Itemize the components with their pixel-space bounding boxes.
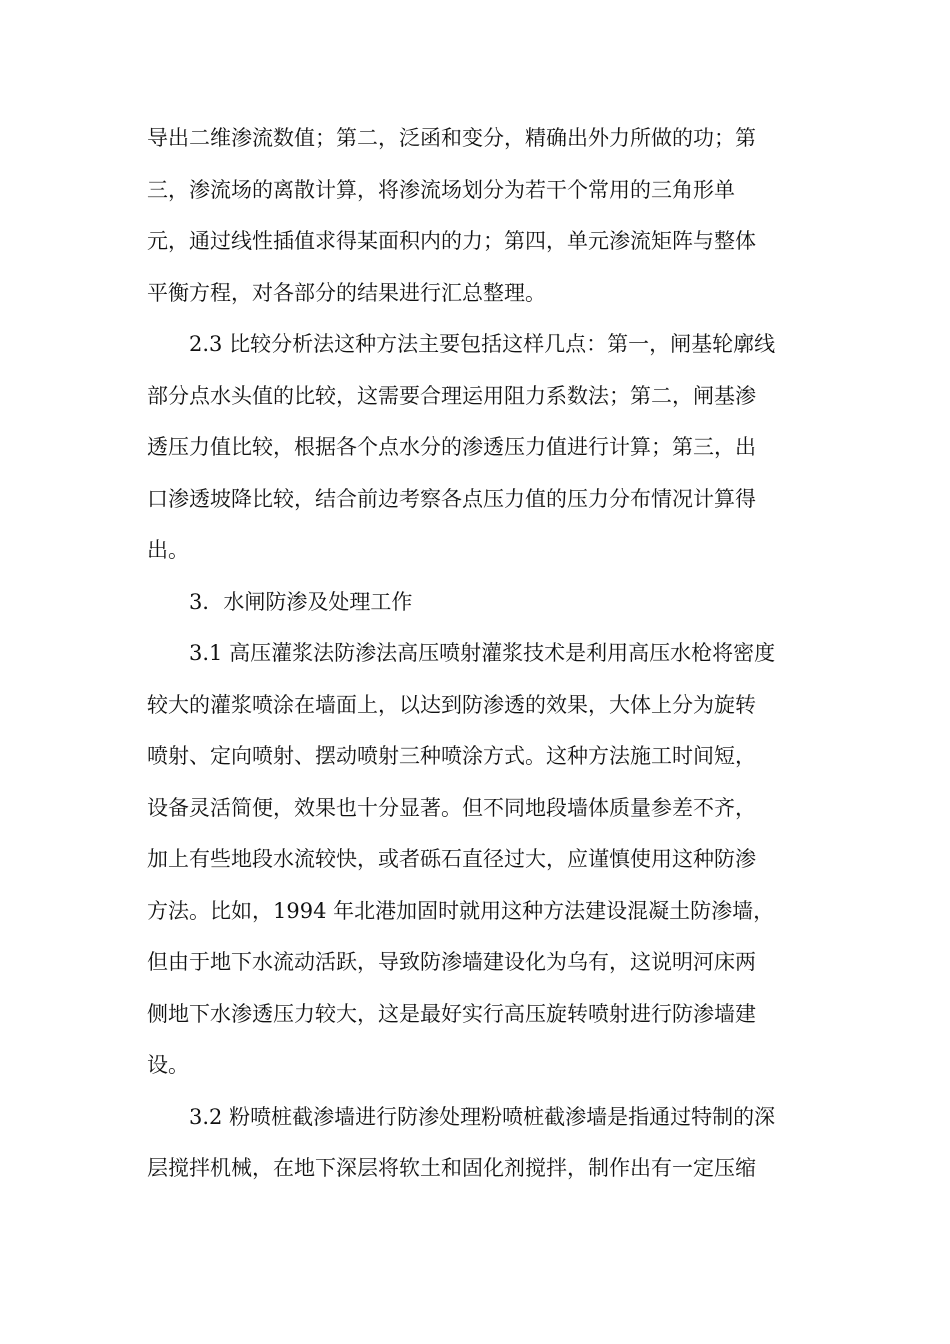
text-line: 3.1 高压灌浆法防渗法高压喷射灌浆技术是利用高压水枪将密度 — [189, 641, 776, 665]
text-line: 导出二维渗流数值；第二，泛函和变分，精确出外力所做的功；第 — [147, 126, 756, 150]
text-line: 平衡方程，对各部分的结果进行汇总整理。 — [147, 280, 546, 305]
text-line: 出。 — [147, 538, 189, 562]
text-line: 3.2 粉喷桩截渗墙进行防渗处理粉喷桩截渗墙是指通过特制的深 — [189, 1104, 776, 1129]
text-line: 较大的灌浆喷涂在墙面上，以达到防渗透的效果，大体上分为旋转 — [147, 692, 756, 717]
text-line: 透压力值比较，根据各个点水分的渗透压力值进行计算；第三，出 — [147, 435, 756, 459]
text-line: 加上有些地段水流较快，或者砾石直径过大，应谨慎使用这种防渗 — [147, 847, 756, 871]
text-line: 三，渗流场的离散计算，将渗流场划分为若干个常用的三角形单 — [147, 177, 735, 202]
text-line: 3．水闸防渗及处理工作 — [189, 589, 413, 614]
paragraph-seepage-steps — [147, 113, 807, 319]
text-line: 2.3 比较分析法这种方法主要包括这样几点：第一，闸基轮廓线 — [189, 332, 776, 356]
text-line: 部分点水头值的比较，这需要合理运用阻力系数法；第二，闸基渗 — [147, 383, 756, 408]
text-line: 方法。比如，1994 年北港加固时就用这种方法建设混凝土防渗墙， — [147, 898, 775, 923]
text-line: 侧地下水渗透压力较大，这是最好实行高压旋转喷射进行防渗墙建 — [147, 1001, 756, 1026]
paragraph-comparative-analysis — [147, 319, 807, 577]
text-line: 但由于地下水流动活跃，导致防渗墙建设化为乌有，这说明河床两 — [147, 950, 756, 974]
text-line: 元，通过线性插值求得某面积内的力；第四，单元渗流矩阵与整体 — [147, 229, 756, 253]
text-line: 喷射、定向喷射、摆动喷射三种喷涂方式。这种方法施工时间短， — [147, 744, 756, 768]
paragraph-powder-spray-pile — [147, 1092, 807, 1195]
text-line: 设备灵活简便，效果也十分显著。但不同地段墙体质量参差不齐， — [147, 795, 756, 820]
document-body — [147, 113, 807, 1195]
paragraph-high-pressure-grouting — [147, 628, 807, 1092]
section-heading-sluice-seepage — [147, 577, 807, 629]
text-line: 口渗透坡降比较，结合前边考察各点压力值的压力分布情况计算得 — [147, 486, 756, 511]
text-line: 设。 — [147, 1053, 189, 1077]
text-line: 层搅拌机械，在地下深层将软土和固化剂搅拌，制作出有一定压缩 — [147, 1156, 756, 1180]
